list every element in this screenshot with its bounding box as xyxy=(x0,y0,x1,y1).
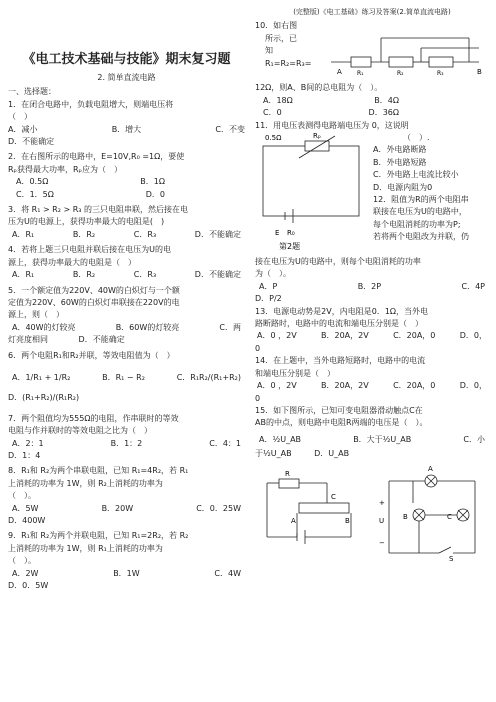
question-11 xyxy=(255,120,489,256)
option: D．0 xyxy=(145,189,165,199)
question-text: （ ）。 xyxy=(8,556,36,566)
q15-rheostat-diagram xyxy=(259,467,359,553)
lamp-c-label: C xyxy=(447,512,452,521)
question-1 xyxy=(8,99,245,149)
option: A．外电路断路 xyxy=(373,145,427,155)
q2-circuit-diagram xyxy=(255,132,367,254)
question-text: 12Ω，则A、B间的总电阻为（ ）。 xyxy=(255,83,383,93)
option: C．R₁R₂/(R₁+R₂) xyxy=(176,372,241,382)
r2-label: R₂ xyxy=(397,70,404,78)
question-text: 15．如下图所示，已知可变电阻器滑动触点C在 xyxy=(255,405,423,415)
question-text: 9．R₁和 R₂为两个并联电阻，已知 R₁=2R₂，若 R₂ xyxy=(8,531,189,541)
option: A．R₁ xyxy=(12,270,35,280)
question-text: 1．在闭合电路中，负载电阻增大，则端电压将 xyxy=(8,99,174,109)
option: D．电源内阻为0 xyxy=(373,182,433,192)
option-row xyxy=(8,503,245,515)
question-text: 电阻与作并联时的等效电阻之比为（ ） xyxy=(8,426,152,436)
lamp-b-label: B xyxy=(403,512,408,521)
option-row xyxy=(8,362,245,392)
r-label: R xyxy=(285,469,290,478)
question-8 xyxy=(8,465,245,527)
option: C．20A，0 xyxy=(393,331,436,341)
option: B．R₂ xyxy=(72,229,96,239)
option: A．减小 xyxy=(8,124,38,134)
option-row xyxy=(8,322,245,334)
option-row xyxy=(8,229,245,241)
option: D．0， xyxy=(459,381,487,391)
option-row xyxy=(8,269,245,281)
option: B．大于½U_AB xyxy=(353,434,412,444)
plus-label: + xyxy=(379,498,385,507)
question-text: 源上，则（ ） xyxy=(8,310,64,320)
option: B．4Ω xyxy=(374,95,399,105)
option: C．R₃ xyxy=(133,229,157,239)
question-text: （ ）。 xyxy=(8,491,36,501)
question-10 xyxy=(255,20,489,82)
question-5 xyxy=(8,285,245,347)
option-row xyxy=(8,189,245,201)
terminal-b-label: B xyxy=(477,68,482,77)
page-title: 《电工技术基础与技能》期末复习题 xyxy=(22,52,231,67)
question-text: 10．如右图 xyxy=(255,21,298,31)
option: B．1W xyxy=(113,568,140,578)
r0-value-label: 0.5Ω xyxy=(265,134,282,143)
option: A．40W的灯较亮 xyxy=(12,322,76,332)
option: D．P/2 xyxy=(255,294,282,304)
question-text: （ ）. xyxy=(403,133,430,143)
option-row xyxy=(8,124,245,136)
question-text: 3．将 R₁ > R₂ > R₃ 的三只电阻串联，然后接在电 xyxy=(8,205,189,215)
option: B．60W的灯较亮 xyxy=(115,322,180,332)
option: D．(R₁+R₂)/(R₁R₂) xyxy=(8,393,80,403)
question-text: 所示，已 xyxy=(265,33,297,43)
option: D．1：4 xyxy=(8,450,41,460)
option: A．5W xyxy=(12,503,39,513)
question-2 xyxy=(8,151,245,201)
option: B．外电路短路 xyxy=(373,157,427,167)
slider-c-label: C xyxy=(331,492,336,501)
question-text: 上消耗的功率为 1W，则 R₁上消耗的功率为 xyxy=(8,543,163,553)
question-text: 上消耗的功率为 1W，则 R₂上消耗的功率为 xyxy=(8,478,163,488)
option: C．0．25W xyxy=(196,503,241,513)
option: C．小 xyxy=(463,434,485,444)
r1-label: R₁ xyxy=(357,70,364,78)
question-text: 7．两个阻值均为555Ω的电阻，作串联时的等效 xyxy=(8,413,179,423)
option-row xyxy=(8,176,245,188)
question-14 xyxy=(255,355,489,405)
option: D．不能确定 xyxy=(194,229,241,239)
option-row xyxy=(255,448,489,460)
question-text: 13．电源电动势是2V，内电阻是0．1Ω，当外电 xyxy=(255,306,429,316)
option: A．1/R₁ + 1/R₂ xyxy=(12,372,71,382)
option-row xyxy=(255,95,489,107)
option: D．36Ω xyxy=(368,108,399,118)
option: C．0 xyxy=(263,108,282,118)
question-12 xyxy=(255,256,489,306)
option: D．0， xyxy=(459,331,487,341)
emf-label: E xyxy=(275,229,280,238)
option: B．1：2 xyxy=(110,438,143,448)
option: C．外电路上电流比较小 xyxy=(373,170,459,180)
option: C．20A，0 xyxy=(393,381,436,391)
q10-circuit-diagram xyxy=(329,28,489,78)
rp-label: Rₚ xyxy=(313,132,321,141)
question-7 xyxy=(8,413,245,463)
option: A．0 ，2V xyxy=(257,381,297,391)
option: D．U_AB xyxy=(314,449,350,459)
question-text: 联接在电压为U的电路中， xyxy=(373,207,467,217)
option: B．2P xyxy=(357,281,382,291)
switch-s-label: S xyxy=(449,554,454,563)
question-15 xyxy=(255,405,489,461)
question-3 xyxy=(8,204,245,241)
option: B．增大 xyxy=(111,124,142,134)
option: A．18Ω xyxy=(263,95,293,105)
question-text: 12．阻值为R的两个电阻串 xyxy=(373,195,469,205)
question-text: 11．用电压表测得电路端电压为 0，这说明 xyxy=(255,120,409,130)
option: A．0 ，2V xyxy=(257,331,297,341)
left-column xyxy=(8,0,245,592)
option: 于½U_AB xyxy=(255,449,292,459)
question-text: 知 xyxy=(265,46,273,56)
option: D．不能确定 xyxy=(194,270,241,280)
option: B．20A，2V xyxy=(321,381,369,391)
r3-label: R₃ xyxy=(437,70,444,78)
question-text: 路断路时，电路中的电流和端电压分别是（ ） xyxy=(255,319,423,329)
option-row xyxy=(8,334,245,346)
option: A．½U_AB xyxy=(259,434,302,444)
option: A．0.5Ω xyxy=(16,177,49,187)
figure-caption: 第2题 xyxy=(279,242,301,252)
option: B．R₂ xyxy=(72,270,96,280)
lamp-a-label: A xyxy=(428,464,433,473)
option: B．1Ω xyxy=(140,177,165,187)
question-6 xyxy=(8,350,245,413)
question-text: Rₚ获得最大功率，Rₚ应为（ ） xyxy=(8,164,122,174)
terminal-a-label: A xyxy=(291,516,296,525)
option: 灯亮度相同 xyxy=(8,335,48,345)
question-text: R₁=R₂=R₃= xyxy=(265,58,312,68)
question-text: 和端电压分别是（ ） xyxy=(255,368,335,378)
option: D．400W xyxy=(8,516,46,525)
q11-body xyxy=(255,132,489,256)
voltage-u-label: U xyxy=(379,516,385,525)
internal-resistance-label: R₀ xyxy=(287,229,295,238)
page-subtitle: 2. 简单直流电路 xyxy=(97,73,156,82)
option-row xyxy=(255,281,489,293)
question-text: 若将两个电阻改为并联，仍 xyxy=(373,232,469,242)
option-row xyxy=(255,107,489,119)
question-text: 8．R₁和 R₂为两个串联电阻，已知 R₁=4R₂，若 R₁ xyxy=(8,466,189,476)
option-row xyxy=(255,430,489,448)
option-row xyxy=(8,438,245,450)
option: A．2：1 xyxy=(12,438,44,448)
option: C．4W xyxy=(214,568,241,578)
option: D．0．5W xyxy=(8,581,49,591)
question-text: 定值为220V、60W的白炽灯串联接在220V的电 xyxy=(8,297,180,307)
question-13 xyxy=(255,306,489,356)
option: D．不能确定 xyxy=(78,335,125,345)
question-4 xyxy=(8,244,245,281)
terminal-a-label: A xyxy=(337,68,342,77)
option-row xyxy=(8,568,245,580)
right-column xyxy=(255,0,489,567)
option: C．不变 xyxy=(215,124,245,134)
q15-lamp-diagram xyxy=(379,463,489,563)
section-heading: 一、选择题： xyxy=(8,87,56,97)
option: B．20W xyxy=(101,503,134,513)
question-text: AB的中点，则电路中电阻R两端的电压是（ ）。 xyxy=(255,418,428,428)
question-text: 每个电阻消耗的功率为P; xyxy=(373,219,461,229)
option: B．R₁ − R₂ xyxy=(102,372,145,382)
minus-label: − xyxy=(379,538,385,547)
question-text: 2．在右图所示的电路中，E=10V,R₀ =1Ω，要使 xyxy=(8,152,185,162)
question-text: 源上，获得功率最大的电阻是（ ） xyxy=(8,257,136,267)
question-text: 压为U的电源上，获得功率最大的电阻是( ) xyxy=(8,217,165,227)
question-text: 5．一个额定值为220V、40W的白炽灯与一个额 xyxy=(8,285,180,295)
option: 0 xyxy=(255,343,261,353)
option: C．R₃ xyxy=(133,270,157,280)
option: A．R₁ xyxy=(12,229,35,239)
terminal-b-label: B xyxy=(345,516,350,525)
option: A．P xyxy=(259,281,278,291)
option-row xyxy=(255,330,489,342)
question-9 xyxy=(8,530,245,592)
question-text: 4．若将上题三只电阻并联后接在电压为U的电 xyxy=(8,245,171,255)
option: B．20A，2V xyxy=(321,331,369,341)
q15-figures xyxy=(255,464,489,567)
option: C．4P xyxy=(461,281,485,291)
running-header: (完整版)《电工基础》练习及答案(2.简单直流电路) xyxy=(293,8,451,16)
option-row xyxy=(255,380,489,392)
option: C．4：1 xyxy=(209,438,241,448)
question-text: 6．两个电阻R₁和R₂并联，等效电阻值为（ ） xyxy=(8,350,175,360)
option: D．不能确定 xyxy=(8,137,55,147)
question-text: 接在电压为U的电路中，则每个电阻消耗的功率 xyxy=(255,257,421,267)
option: C．1．5Ω xyxy=(16,189,54,199)
option: A．2W xyxy=(12,568,39,578)
option: 0 xyxy=(255,393,261,403)
question-text: 14．在上题中，当外电路短路时，电路中的电流 xyxy=(255,356,426,366)
question-text: 为（ ）。 xyxy=(255,269,291,279)
option: C．两 xyxy=(219,322,241,332)
question-text: （ ） xyxy=(8,112,32,122)
